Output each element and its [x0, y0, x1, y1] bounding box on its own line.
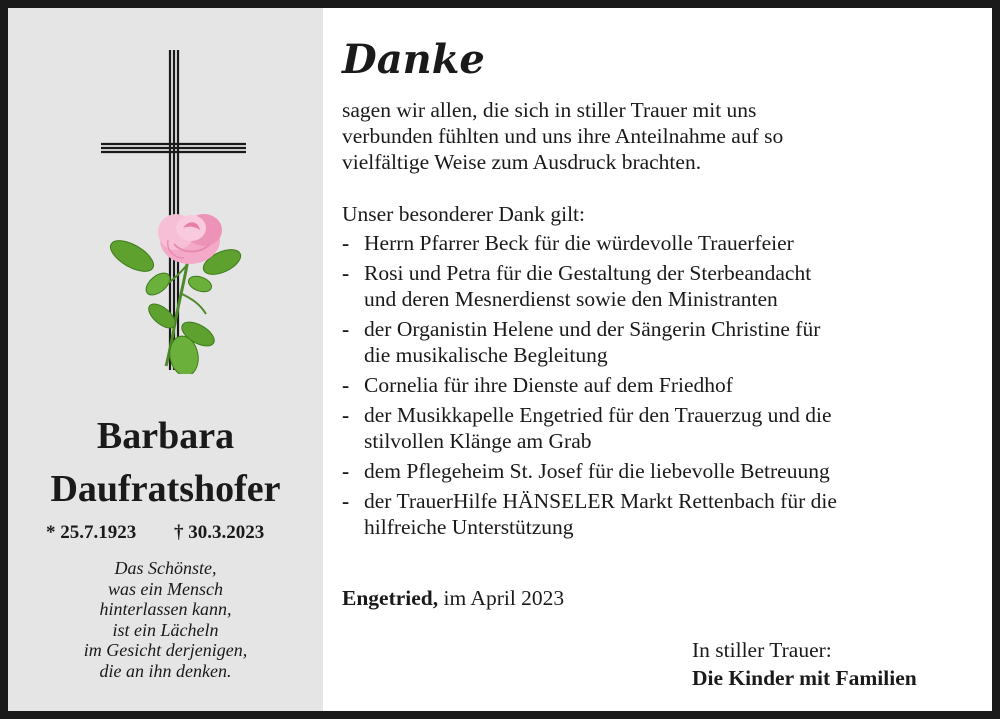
birth-date: * 25.7.1923 — [46, 522, 137, 543]
dash-bullet: - — [342, 231, 350, 255]
list-item-line: Rosi und Petra für die Gestaltung der Sterbeandacht — [364, 261, 812, 285]
list-item — [342, 372, 837, 398]
cross-with-rose-icon — [88, 44, 248, 374]
list-item-line: der Organistin Helene und der Sängerin Christine für — [364, 317, 821, 341]
dash-bullet: - — [342, 403, 350, 427]
dash-bullet: - — [342, 317, 350, 341]
intro-line: vielfältige Weise zum Ausdruck brachten. — [342, 150, 702, 174]
quote-line: was ein Mensch — [108, 578, 223, 599]
signature-family: Die Kinder mit Familien — [692, 666, 917, 690]
dash-bullet: - — [342, 459, 350, 483]
memorial-quote — [8, 558, 323, 681]
dash-bullet: - — [342, 489, 350, 513]
thanks-list — [342, 230, 837, 544]
death-date: † 30.3.2023 — [174, 522, 265, 543]
intro-paragraph — [342, 97, 783, 175]
list-item-line: der TrauerHilfe HÄNSELER Markt Rettenbach für die — [364, 489, 837, 513]
list-item — [342, 488, 837, 540]
list-item-line: dem Pflegeheim St. Josef für die liebevolle Betreuung — [364, 459, 830, 483]
list-item-line: Cornelia für ihre Dienste auf dem Friedhof — [364, 373, 733, 397]
list-item-line: und deren Mesnerdienst sowie den Ministranten — [364, 287, 778, 311]
list-item-line: stilvollen Klänge am Grab — [364, 429, 592, 453]
quote-line: im Gesicht derjenigen, — [83, 640, 248, 660]
thanks-heading: Danke — [342, 36, 485, 83]
quote-line: hinterlassen kann, — [99, 599, 232, 619]
list-item-line: die musikalische Begleitung — [364, 343, 608, 367]
place-name: Engetried, — [342, 586, 439, 610]
intro-line: sagen wir allen, die sich in stiller Trauer mit uns — [342, 98, 757, 122]
list-item — [342, 316, 837, 368]
quote-line: Das Schönste, — [114, 558, 217, 578]
intro-line: verbunden fühlten und uns ihre Anteilnahme auf so — [342, 124, 784, 148]
list-item — [342, 230, 837, 256]
list-item-line: Herrn Pfarrer Beck für die würdevolle Trauerfeier — [364, 231, 794, 255]
list-item-line: der Musikkapelle Engetried für den Trauerzug und die — [364, 403, 832, 427]
signature-line: In stiller Trauer: — [692, 638, 832, 662]
signature-block — [692, 636, 917, 692]
list-item-line: hilfreiche Unterstützung — [364, 515, 574, 539]
dash-bullet: - — [342, 373, 350, 397]
deceased-first-name: Barbara — [96, 415, 235, 457]
dash-bullet: - — [342, 261, 350, 285]
thanks-intro: Unser besonderer Dank gilt: — [342, 202, 585, 226]
place-and-date — [342, 586, 564, 611]
deceased-last-name: Daufratshofer — [50, 468, 281, 510]
quote-line: ist ein Lächeln — [112, 619, 219, 640]
list-item — [342, 402, 837, 454]
quote-line: die an ihn denken. — [99, 660, 232, 681]
memorial-sidebar — [8, 8, 323, 711]
list-item — [342, 458, 837, 484]
list-item — [342, 260, 837, 312]
notice-date: im April 2023 — [443, 586, 565, 610]
